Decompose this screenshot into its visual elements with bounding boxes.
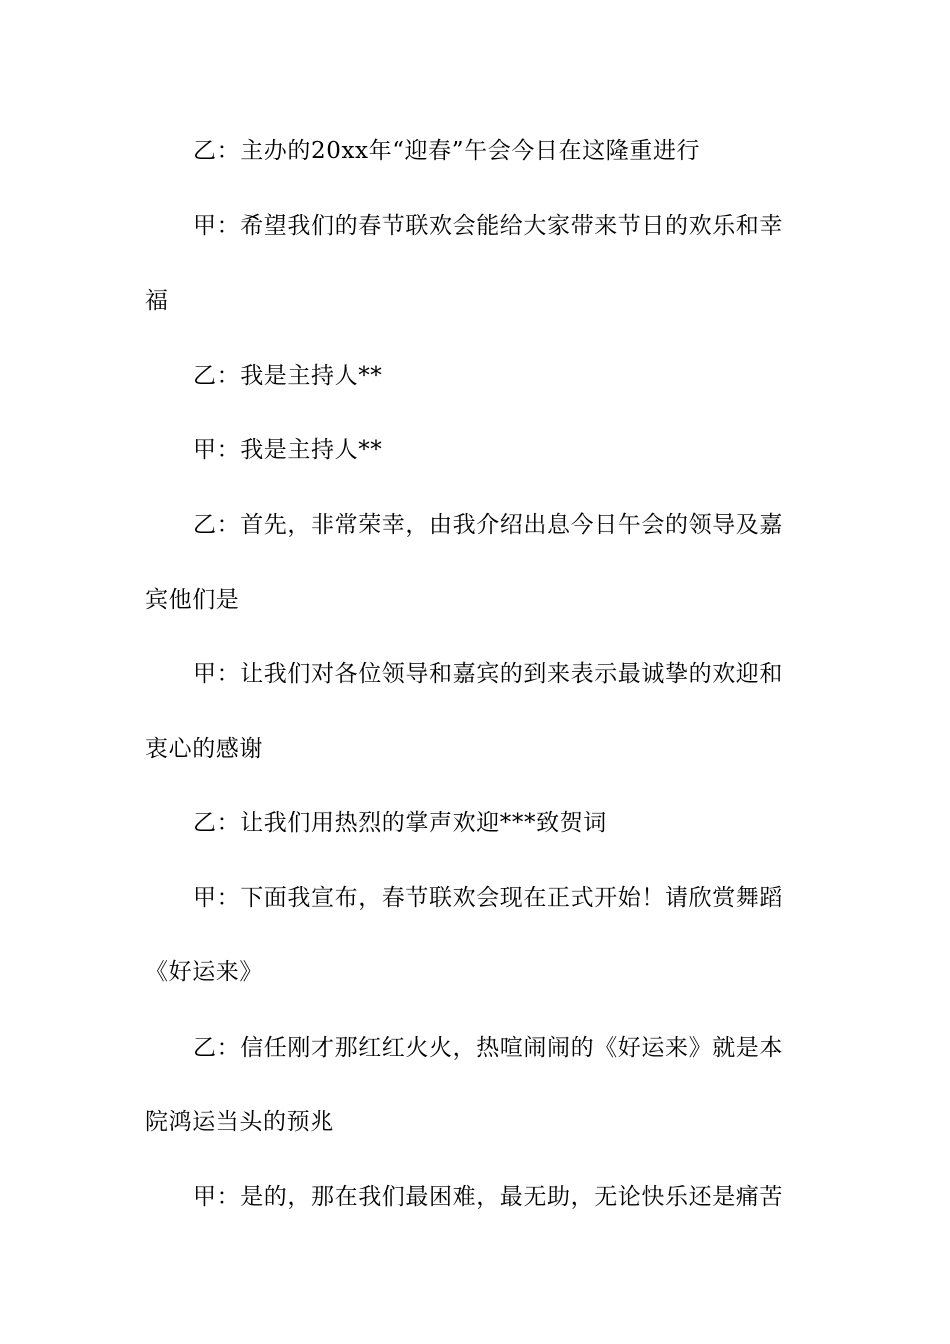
paragraph-line: 乙：让我们用热烈的掌声欢迎***致贺词 xyxy=(193,810,607,836)
paragraph-line: 甲：希望我们的春节联欢会能给大家带来节日的欢乐和幸 xyxy=(193,213,783,239)
paragraph-line: 衷心的感谢 xyxy=(145,736,263,762)
paragraph-line: 福 xyxy=(145,288,169,314)
paragraph-line: 院鸿运当头的预兆 xyxy=(145,1109,334,1135)
paragraph-line: 甲：让我们对各位领导和嘉宾的到来表示最诚挚的欢迎和 xyxy=(193,661,783,687)
paragraph-line: 《好运来》 xyxy=(145,959,263,985)
paragraph-line: 宾他们是 xyxy=(145,587,240,613)
paragraph-line: 乙：主办的20xx年“迎春”午会今日在这隆重进行 xyxy=(193,138,701,164)
paragraph-line: 甲：下面我宣布，春节联欢会现在正式开始！请欣赏舞蹈 xyxy=(193,885,783,911)
paragraph-line: 甲：我是主持人** xyxy=(193,437,383,463)
paragraph-line: 乙：首先，非常荣幸，由我介绍出息今日午会的领导及嘉 xyxy=(193,512,783,538)
paragraph-line: 乙：信任刚才那红红火火，热喧闹闹的《好运来》就是本 xyxy=(193,1035,783,1061)
paragraph-line: 甲：是的，那在我们最困难，最无助，无论快乐还是痛苦 xyxy=(193,1184,783,1210)
paragraph-line: 乙：我是主持人** xyxy=(193,363,383,389)
